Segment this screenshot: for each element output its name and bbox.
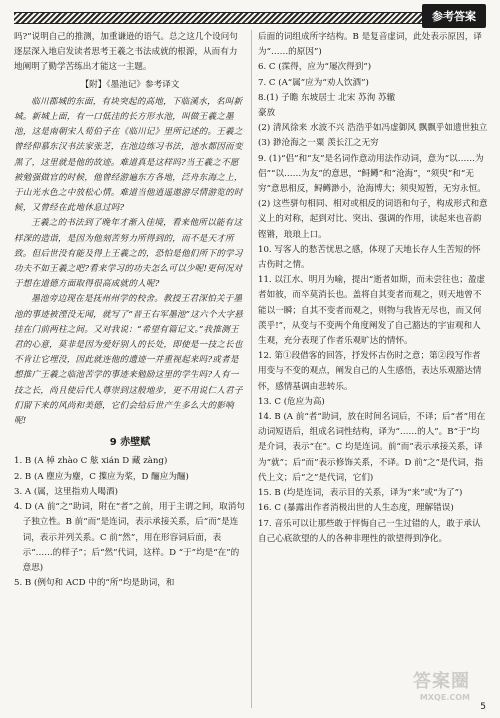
answer-item: 7. C (A“属”应为“劝人饮酒”) bbox=[258, 77, 369, 88]
answer-item: (2) 这些骈句相同、相对或相反的词语和句子，构成形式和意义上的对称，起到对比、突出、强调的作用，读起来也音韵铿锵，琅琅上口。 bbox=[258, 199, 488, 240]
answer-item: 5. B (例句和 ACD 中的“所”均是助词，和 bbox=[14, 578, 175, 589]
column-divider bbox=[251, 30, 252, 708]
answer-key-tag: 参考答案 bbox=[422, 4, 486, 28]
answer-item: 9. (1)“侣”和“友”是名词作意动用法作动词，意为“以……为侣”“以……为友”的意思，“鲟鳟”和“沧海”，“须臾”和“无穷”意思相反，鲟鳟渺小，沧海博大；须臾短暂，无穷永恒。 bbox=[258, 153, 486, 195]
translation-title: 【附】《墨池记》参考译文 bbox=[80, 79, 180, 90]
translation-paragraph: 墨池旁边现在是抚州州学的校舍。教授王君深怕关于墨池的事迹被湮没无闻，就写了“晋王右军墨池”这六个大字悬挂在门前两柱之间。又对我说：“希望有篇记文。”我推测王君的心意，莫非是因为爱好别人的长处，即使是一技之长也不肯让它埋没，因此就连他的遗迹一并重视起来吗?或者是想推广王羲之临池苦学的事迹来勉励这里的学生吗?人有一技之长，尚且使后代人尊崇到这般地步，更不用说仁人君子们留下来的风尚和美德，它们会给后世产生多么大的影响呢! bbox=[14, 294, 244, 427]
answer-item: 10. 写客人的愁苦忧思之感，体现了天地长存人生苦短的怀古伤时之情。 bbox=[258, 244, 481, 271]
watermark-logo bbox=[413, 667, 470, 702]
translation-paragraph: 王羲之的书法到了晚年才渐入佳境，看来他所以能有这样深的造诣，是因为他刻苦努力所得到的，而不是天才所致。但后世没有能及得上王羲之的，恐怕是他们所下的学习功夫不如王羲之吧?看来学习的功夫怎么可以少呢!更何况对于想在道德方面取得很高成就的人呢? bbox=[14, 218, 243, 290]
paragraph: 吗?”说明自己的推测，加重谦逊的语气。总之这几个设问句逐层深入地启发读者思考王羲之书法成就的根源，从而有力地阐明了勤学苦练出才能这一主题。 bbox=[14, 32, 238, 73]
answer-item: (3) 渺沧海之一粟 羡长江之无穷 bbox=[258, 138, 379, 149]
answer-item: 豪放 bbox=[258, 108, 276, 119]
answer-item: 后面的词组成所字结构。B 是复音虚词，此处表示原因，译为“……的原因”) bbox=[258, 32, 482, 58]
answer-item: 6. C (霂得，应为“屡次得到”) bbox=[258, 62, 372, 73]
section-name: 赤壁赋 bbox=[120, 437, 151, 449]
translation-paragraph: 临川郡城的东面，有块突起的高地，下临溪水，名叫新城。新城上面，有一口低洼的长方形水池，叫做王羲之墨池，这是南朝宋人荀伯子在《临川记》里所记述的。王羲之曾经仰慕东汉书法家张芝，在池边练习书法，池水都因而变黑了，这里就是他的故迹。难道真是这样吗?当王羲之不愿被勉强做官的时候，他曾经游遍东方各地，泛舟东海之上，于山光水色之中放松心情。难道当他逍遥遨游尽情游览的时候，又曾经在此地休息过吗? bbox=[14, 96, 243, 214]
answer-item: 3. A (属，这里指劝人喝酒) bbox=[14, 486, 118, 497]
section-heading bbox=[14, 435, 246, 450]
answer-item: 1. B (A 棹 zhào C 舷 xián D 藏 zàng) bbox=[14, 456, 168, 467]
answer-item: 2. B (A 塵应为麈，C 擛应为桨，D 酾应为酾) bbox=[14, 471, 189, 482]
section-number: 9 bbox=[109, 437, 117, 449]
answer-item: 15. B (均是连词，表示目的关系，译为“来”或“为了”) bbox=[258, 488, 463, 499]
answer-item: (2) 清风徐来 水波不兴 浩浩乎如冯虚御风 飘飘乎如遗世独立 bbox=[258, 123, 488, 134]
page-number: 5 bbox=[480, 702, 486, 712]
watermark-url: MXQE.COM bbox=[419, 693, 470, 702]
answer-item: 11. 以江水、明月为喻，提出“逝者如斯，而未尝往也；盈虚者如彼，而卒莫消长也。盖将自其变者而观之，则天地曾不能以一瞬；自其不变者而观之，则物与我皆无尽也，而又何羡乎!”，从变与不变两个角度阐发了自己豁达的宇宙观和人生观，充分表现了作者乐观旷达的情怀。 bbox=[258, 275, 486, 347]
answer-item: 12. 第①段借客的回答，抒发怀古伤时之意；第②段写作者用变与不变的观点，阐发自己的人生感悟，表达乐观豁达情怀，感情基调由悲转乐。 bbox=[258, 351, 482, 392]
header-rule bbox=[14, 12, 486, 24]
answer-item: 16. C (暴露出作者消极出世的人生态度，理解错误) bbox=[258, 503, 454, 514]
answer-item: 17. 音乐可以让那些敢于怦悔自己一生过错的人，敢于承认自己心底欲望的人的各种非理性的欲望得到净化。 bbox=[258, 518, 481, 544]
watermark-text: 答案圈 bbox=[413, 671, 470, 692]
answer-item: 14. B (A 前“者”助词，放在时间名词后，不译；后“者”用在动词短语后，组成名词性结构，译为“……的人”。B“于”均是介词，表示“在”。C 均是连词。前“而”表示承接关系，译为“就”；后“而”表示修饰关系，不译。D 前“之”是代词，指代上文；后“之”是代词，它们) bbox=[258, 412, 486, 483]
left-column bbox=[14, 30, 246, 591]
answer-item: 8.(1) 子瞻 东坡居士 北宋 苏洵 苏辙 bbox=[258, 92, 396, 103]
answer-item: 4. D (A 前“之”助词，附在“者”之前，用于主谓之间，取消句子独立性。B 前“而”是连词，表示承接关系，后“而”是连词，表示并列关系。C 前“然”，用在形容词后面，表示“……的样子”；后“然”代词，这样。D “于”均是“在”的意思) bbox=[14, 502, 245, 573]
answer-item: 13. C (危应为高) bbox=[258, 396, 325, 407]
right-column bbox=[258, 30, 488, 547]
